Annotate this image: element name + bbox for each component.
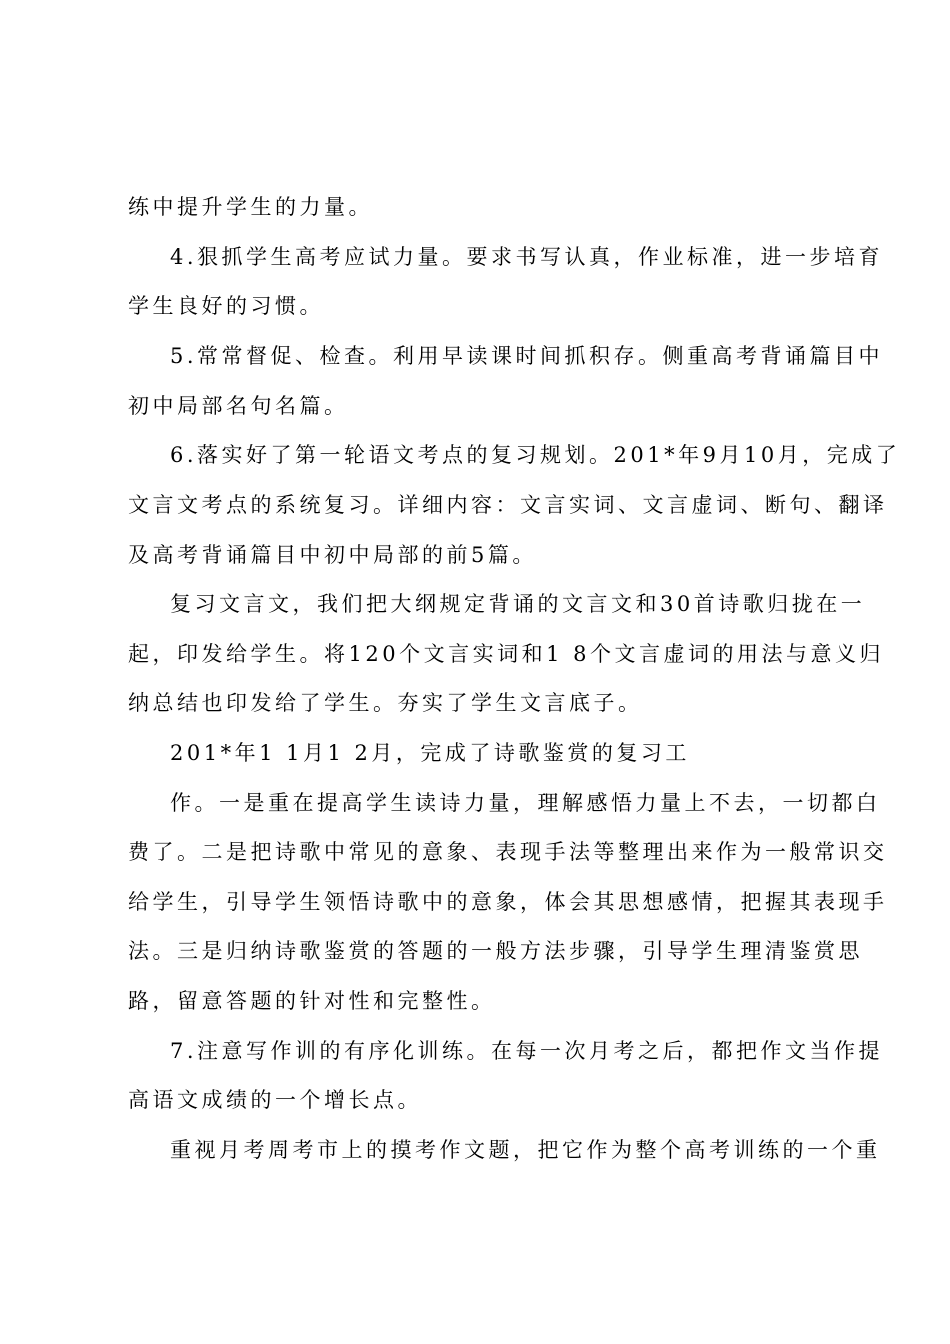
text-line: 起，印发给学生。将120个文言实词和1 8个文言虚词的用法与意义归 <box>128 642 884 666</box>
text-line: 文言文考点的系统复习。详细内容：文言实词、文言虚词、断句、翻译 <box>128 493 888 517</box>
text-line: 法。三是归纳诗歌鉴赏的答题的一般方法步骤，引导学生理清鉴赏思 <box>128 939 863 963</box>
text-line: 高语文成绩的一个增长点。 <box>128 1088 422 1112</box>
text-line: 给学生，引导学生领悟诗歌中的意象，体会其思想感情，把握其表现手 <box>128 890 888 914</box>
text-line: 7.注意写作训的有序化训练。在每一次月考之后，都把作文当作提 <box>170 1039 884 1063</box>
text-line: 及高考背诵篇目中初中局部的前5篇。 <box>128 543 537 567</box>
text-line: 6.落实好了第一轮语文考点的复习规划。201*年9月10月，完成了 <box>170 443 901 467</box>
text-line: 初中局部名句名篇。 <box>128 394 349 418</box>
text-line: 201*年1 1月1 2月，完成了诗歌鉴赏的复习工 <box>170 741 690 765</box>
text-line: 4.狠抓学生高考应试力量。要求书写认真，作业标准，进一步培育 <box>170 245 884 269</box>
text-line: 纳总结也印发给了学生。夯实了学生文言底子。 <box>128 691 643 715</box>
text-line: 5.常常督促、检查。利用早读课时间抓积存。侧重高考背诵篇目中 <box>170 344 884 368</box>
text-line: 作。一是重在提高学生读诗力量，理解感悟力量上不去，一切都白 <box>170 791 881 815</box>
text-line: 重视月考周考市上的摸考作文题，把它作为整个高考训练的一个重 <box>170 1138 881 1162</box>
text-line: 路，留意答题的针对性和完整性。 <box>128 989 496 1013</box>
text-line: 练中提升学生的力量。 <box>128 195 373 219</box>
text-line: 复习文言文，我们把大纲规定背诵的文言文和30首诗歌归拢在一 <box>170 592 866 616</box>
text-line: 费了。二是把诗歌中常见的意象、表现手法等整理出来作为一般常识交 <box>128 840 888 864</box>
text-line: 学生良好的习惯。 <box>128 294 324 318</box>
